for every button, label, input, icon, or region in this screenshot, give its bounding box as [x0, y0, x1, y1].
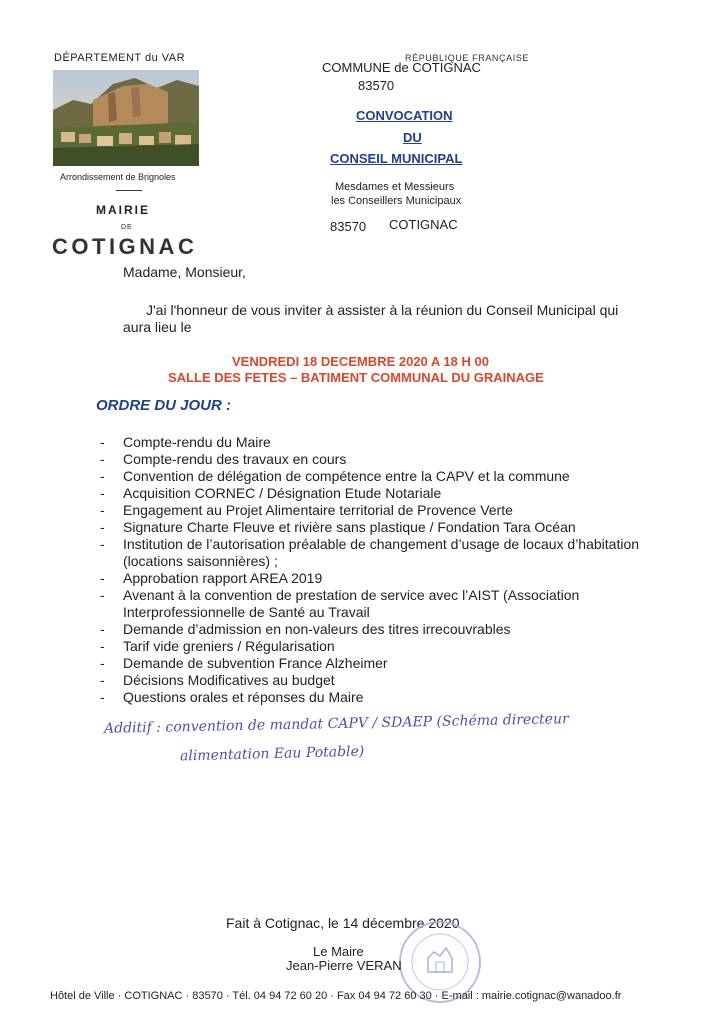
arrondissement-label: Arrondissement de Brignoles: [60, 172, 176, 182]
agenda-item-text: Acquisition CORNEC / Désignation Etude Notariale: [123, 485, 442, 501]
bullet-dash: -: [100, 621, 105, 637]
place-date: Fait à Cotignac, le 14 décembre 2020: [226, 915, 460, 931]
bullet-dash: -: [100, 468, 105, 484]
bullet-dash: -: [100, 689, 105, 705]
divider: [116, 190, 142, 191]
agenda-item-text: Questions orales et réponses du Maire: [123, 689, 364, 705]
agenda-item: [100, 519, 639, 536]
agenda-item-text: Tarif vide greniers / Régularisation: [123, 638, 335, 654]
agenda-item: [100, 536, 639, 570]
meeting-place: SALLE DES FETES – BATIMENT COMMUNAL DU GRAINAGE: [168, 370, 544, 385]
signature-name: Jean-Pierre VERAN: [286, 958, 402, 973]
meeting-date: VENDREDI 18 DECEMBRE 2020 A 18 H 00: [232, 354, 489, 369]
agenda-item-text: Convention de délégation de compétence entre la CAPV et la commune: [123, 468, 570, 484]
agenda-item-text: (locations saisonnières) ;: [123, 553, 278, 569]
agenda-item-text: Avenant à la convention de prestation de service avec l’AIST (Association: [123, 587, 580, 603]
bullet-dash: -: [100, 570, 105, 586]
signature-title: Le Maire: [313, 944, 364, 959]
recipient-line-1: Mesdames et Messieurs: [335, 181, 455, 193]
department-label: DÉPARTEMENT du VAR: [54, 52, 186, 64]
commune-label: COMMUNE de COTIGNAC: [322, 60, 481, 75]
title-convocation: CONVOCATION: [356, 108, 453, 123]
agenda-list: [100, 434, 639, 706]
bullet-dash: -: [100, 502, 105, 518]
salutation: Madame, Monsieur,: [123, 264, 246, 280]
agenda-item-text: Demande de subvention France Alzheimer: [123, 655, 388, 671]
intro-line-1: J'ai l'honneur de vous inviter à assister à la réunion du Conseil Municipal qui: [146, 302, 619, 318]
bullet-dash: -: [100, 434, 105, 450]
town-name: COTIGNAC: [52, 234, 198, 259]
bullet-dash: -: [100, 519, 105, 535]
agenda-item: [100, 502, 639, 519]
recipient-town: COTIGNAC: [389, 217, 458, 232]
agenda-item-text: Institution de l’autorisation préalable de changement d’usage de locaux d’habitation: [123, 536, 640, 552]
footer-contact: Hôtel de Ville · COTIGNAC · 83570 · Tél. 04 94 72 60 20 · Fax 04 94 72 60 30 · E-mail : mairie.cotignac@wanadoo.fr: [50, 990, 622, 1002]
bullet-dash: -: [100, 672, 105, 688]
title-conseil: CONSEIL MUNICIPAL: [330, 151, 463, 166]
handwritten-line-2: alimentation Eau Potable): [179, 743, 365, 765]
recipient-line-2: les Conseillers Municipaux: [331, 195, 462, 207]
bullet-dash: -: [100, 536, 105, 552]
village-photo: [53, 70, 199, 166]
intro-line-2: aura lieu le: [123, 319, 192, 335]
postcode-label: 83570: [358, 78, 395, 93]
bullet-dash: -: [100, 485, 105, 501]
title-du: DU: [403, 130, 422, 145]
mairie-label: MAIRIE: [96, 203, 150, 217]
agenda-item: [100, 451, 639, 468]
republique-label: RÉPUBLIQUE FRANÇAISE: [405, 53, 530, 63]
recipient-postcode: 83570: [330, 219, 367, 234]
agenda-item: [100, 485, 639, 502]
bullet-dash: -: [100, 655, 105, 671]
agenda-item: [100, 570, 639, 587]
agenda-item-text: Compte-rendu du Maire: [123, 434, 271, 450]
de-label: DE: [121, 224, 133, 231]
agenda-item-text: Engagement au Projet Alimentaire territorial de Provence Verte: [123, 502, 513, 518]
handwritten-line-1: Additif : convention de mandat CAPV / SDAEP (Schéma directeur: [103, 711, 569, 737]
bullet-dash: -: [100, 451, 105, 467]
agenda-item-text: Signature Charte Fleuve et rivière sans plastique / Fondation Tara Océan: [123, 519, 576, 535]
agenda-item: [100, 587, 639, 621]
agenda-item-text: Compte-rendu des travaux en cours: [123, 451, 347, 467]
agenda-item: [100, 672, 639, 689]
agenda-item: [100, 621, 639, 638]
agenda-item: [100, 689, 639, 706]
agenda-item-text: Demande d’admission en non-valeurs des titres irrecouvrables: [123, 621, 511, 637]
agenda-item: [100, 468, 639, 485]
bullet-dash: -: [100, 638, 105, 654]
agenda-item: [100, 655, 639, 672]
agenda-item: [100, 638, 639, 655]
agenda-item-text: Interprofessionnelle de Santé au Travail: [123, 604, 370, 620]
agenda-item-text: Décisions Modificatives au budget: [123, 672, 335, 688]
bullet-dash: -: [100, 587, 105, 603]
agenda-item: [100, 434, 639, 451]
agenda-item-text: Approbation rapport AREA 2019: [123, 570, 323, 586]
agenda-heading: ORDRE DU JOUR :: [96, 397, 232, 414]
